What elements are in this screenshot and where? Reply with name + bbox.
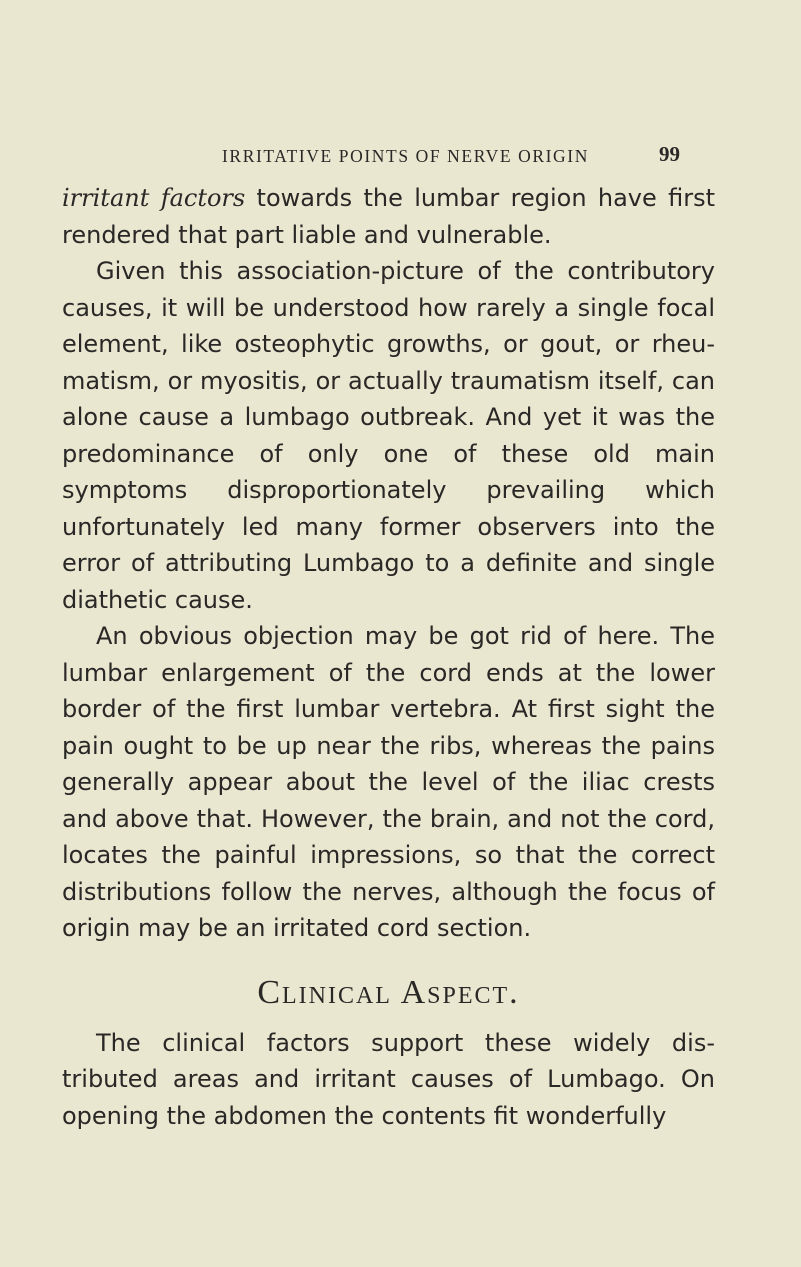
section-heading: Clinical Aspect. xyxy=(257,973,520,1011)
paragraph-continued xyxy=(62,180,715,253)
paragraph-association-picture: Given this association-picture of the contributory causes, it will be understood how rarely a single focal element, like osteophytic growths, or gout, or rheumatism, or myositis, or actually traumatism itself, can alone cause a lumbago outbreak. And yet it was the predominance of only one of these old main symptoms disproportionately prevailing which unfortunately led many former observers into the error of attributing Lumbago to a definite and single diathetic cause. xyxy=(62,257,715,614)
paragraph-objection: An obvious objection may be got rid of here. The lumbar enlargement of the cord ends at the lower border of the first lumbar vertebra. At first sight the pain ought to be up near the ribs, whereas the pains generally appear about the level of the iliac crests and above that. However, the brain, and not the cord, locates the painful impressions, so that the correct distributions follow the nerves, although the focus of origin may be an irritated cord section. xyxy=(62,622,715,942)
page-number: 99 xyxy=(659,142,680,166)
paragraph-clinical: The clinical factors support these widely distributed areas and irritant causes of Lumbago. On opening the abdomen the contents fit wonderfully xyxy=(62,1028,715,1130)
running-head: IRRITATIVE POINTS OF NERVE ORIGIN xyxy=(222,146,589,166)
page-body xyxy=(62,180,715,1134)
paragraph-continued-text: towards the lumbar region have first rendered that part liable and vulnerable. xyxy=(62,184,716,249)
italic-phrase: irritant factors xyxy=(62,184,246,212)
